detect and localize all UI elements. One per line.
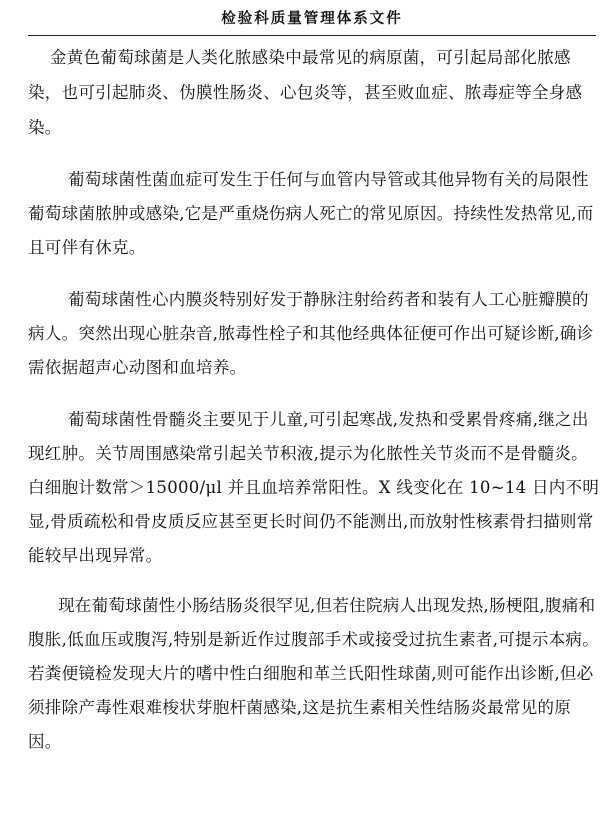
document-body (28, 40, 600, 759)
paragraph-s-aureus-overview: 金黄色葡萄球菌是人类化脓感染中最常见的病原菌，可引起局部化脓感染，也可引起肺炎、伪膜性肠炎、心包炎等，甚至败血症、脓毒症等全身感染。 (28, 48, 583, 137)
paragraph-enterocolitis: 现在葡萄球菌性小肠结肠炎很罕见,但若住院病人出现发热,肠梗阻,腹痛和腹胀,低血压或腹泻,特别是新近作过腹部手术或接受过抗生素者,可提示本病。若粪便镜检发现大片的嗜中性白细胞和革兰氏阳性球菌,则可能作出诊断,但必须排除产毒性艰难梭状芽胞杆菌感染,这是抗生素相关性结肠炎最常见的原因。 (28, 596, 600, 751)
paragraph-endocarditis: 葡萄球菌性心内膜炎特别好发于静脉注射给药者和装有人工心脏瓣膜的病人。突然出现心脏杂音,脓毒性栓子和其他经典体征便可作出可疑诊断,确诊需依据超声心动图和血培养。 (28, 290, 594, 377)
paragraph-osteomyelitis: 葡萄球菌性骨髓炎主要见于儿童,可引起寒战,发热和受累骨疼痛,继之出现红肿。关节周围感染常引起关节积液,提示为化脓性关节炎而不是骨髓炎。白细胞计数常＞15000/μl 并且血培养常阳性。X 线变化在 10~14 日内不明显,骨质疏松和骨皮质反应甚至更长时间仍不能测出,而放射性核素骨扫描则常能较早出现异常。 (28, 410, 600, 565)
document-header-title: 检验科质量管理体系文件 (221, 11, 403, 27)
document-header (28, 0, 596, 36)
paragraph-bacteremia: 葡萄球菌性菌血症可发生于任何与血管内导管或其他异物有关的局限性葡萄球菌脓肿或感染,它是严重烧伤病人死亡的常见原因。持续性发热常见,而且可伴有休克。 (28, 170, 594, 257)
